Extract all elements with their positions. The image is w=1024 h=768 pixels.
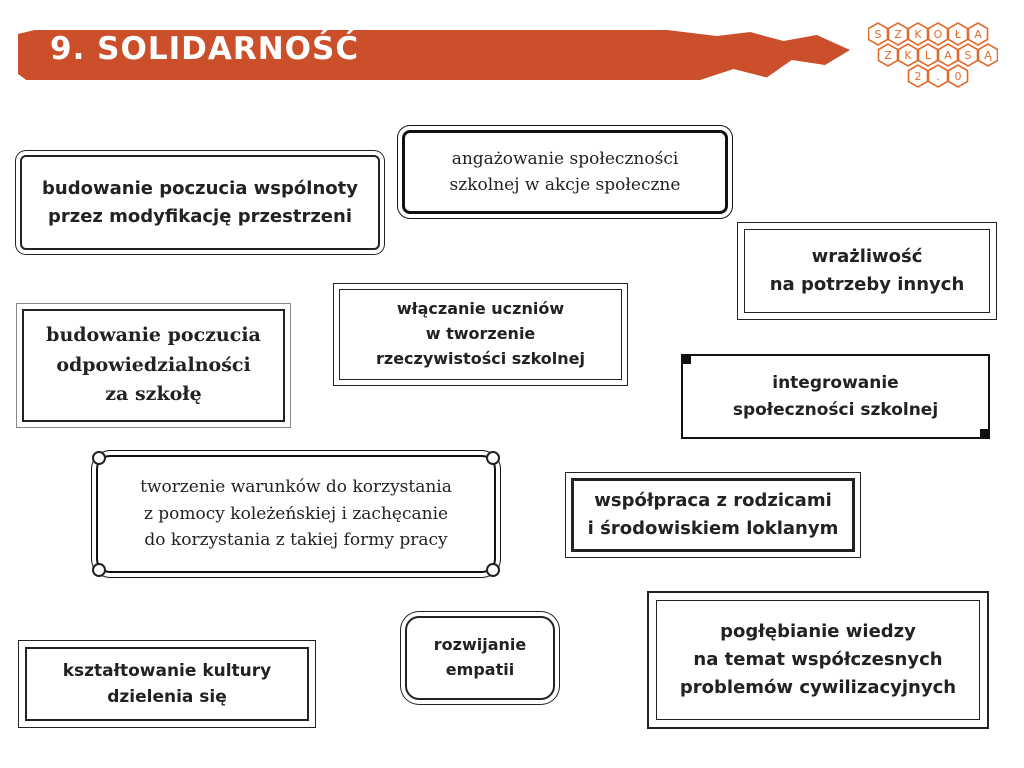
logo-letter: K bbox=[904, 49, 912, 62]
logo-letter: K bbox=[914, 28, 922, 41]
card-line: i środowiskiem loklanym bbox=[587, 518, 839, 539]
card-line: na potrzeby innych bbox=[769, 274, 965, 295]
card-line: na temat współczesnych bbox=[693, 649, 943, 671]
card-integrowanie bbox=[681, 354, 990, 439]
card-line: problemów cywilizacyjnych bbox=[679, 676, 957, 698]
corner-ornament bbox=[486, 451, 500, 465]
card-line: współpraca z rodzicami bbox=[594, 490, 832, 512]
card-line: budowanie poczucia bbox=[46, 324, 261, 347]
logo-letter: A bbox=[944, 49, 952, 62]
card-line: angażowanie społeczności bbox=[451, 148, 679, 169]
logo-letter: Ł bbox=[954, 28, 962, 41]
page-title: 9. SOLIDARNOŚĆ bbox=[50, 31, 360, 67]
card-line: społeczności szkolnej bbox=[732, 399, 939, 420]
card-line: włączanie uczniów bbox=[396, 299, 565, 319]
szkola-z-klasa-logo bbox=[868, 22, 998, 88]
card-wlaczanie bbox=[333, 283, 628, 386]
logo-letter: S bbox=[874, 28, 882, 41]
card-tworzenie-warunkow bbox=[96, 455, 496, 573]
card-line: w tworzenie bbox=[425, 324, 536, 344]
card-line: wrażliwość bbox=[811, 246, 923, 268]
card-line: za szkołę bbox=[105, 383, 202, 406]
logo-letter: S bbox=[964, 49, 972, 62]
card-line: odpowiedzialności bbox=[56, 353, 251, 376]
logo-letter: A bbox=[974, 28, 982, 41]
card-line: rozwijanie bbox=[433, 635, 527, 655]
card-ksztaltowanie-kultury bbox=[18, 640, 316, 728]
card-odpowiedzialnosc bbox=[16, 303, 291, 428]
logo-letter: O bbox=[933, 28, 943, 41]
card-line: empatii bbox=[445, 660, 515, 679]
corner-ornament bbox=[486, 563, 500, 577]
logo-letter: 2 bbox=[914, 70, 922, 83]
card-line: kształtowanie kultury bbox=[62, 660, 272, 681]
card-angazowanie bbox=[402, 130, 728, 214]
card-wspolpraca bbox=[565, 472, 861, 558]
corner-ornament bbox=[92, 563, 106, 577]
card-line: rzeczywistości szkolnej bbox=[375, 348, 586, 368]
card-line: do korzystania z takiej formy pracy bbox=[144, 530, 448, 551]
card-poglebianie-wiedzy bbox=[647, 591, 989, 729]
card-budowanie-wspolnoty bbox=[20, 155, 380, 250]
corner-ornament bbox=[92, 451, 106, 465]
logo-letter: Ą bbox=[984, 49, 992, 62]
logo-letter: Z bbox=[894, 28, 902, 41]
card-line: dzielenia się bbox=[107, 687, 227, 707]
logo-letter: 0 bbox=[954, 70, 962, 83]
card-line: z pomocy koleżeńskiej i zachęcanie bbox=[143, 503, 449, 524]
card-line: budowanie poczucia wspólnoty bbox=[42, 177, 358, 199]
card-line: pogłębianie wiedzy bbox=[720, 621, 916, 643]
card-line: przez modyfikację przestrzeni bbox=[47, 205, 352, 227]
logo-letter: Z bbox=[884, 49, 892, 62]
card-wrazliwosc bbox=[737, 222, 997, 320]
logo-letter: L bbox=[924, 49, 932, 62]
logo-letter: . bbox=[936, 70, 940, 83]
card-line: integrowanie bbox=[772, 373, 899, 394]
card-line: szkolnej w akcje społeczne bbox=[449, 175, 681, 195]
card-empatia bbox=[405, 616, 555, 700]
card-line: tworzenie warunków do korzystania bbox=[140, 477, 452, 498]
